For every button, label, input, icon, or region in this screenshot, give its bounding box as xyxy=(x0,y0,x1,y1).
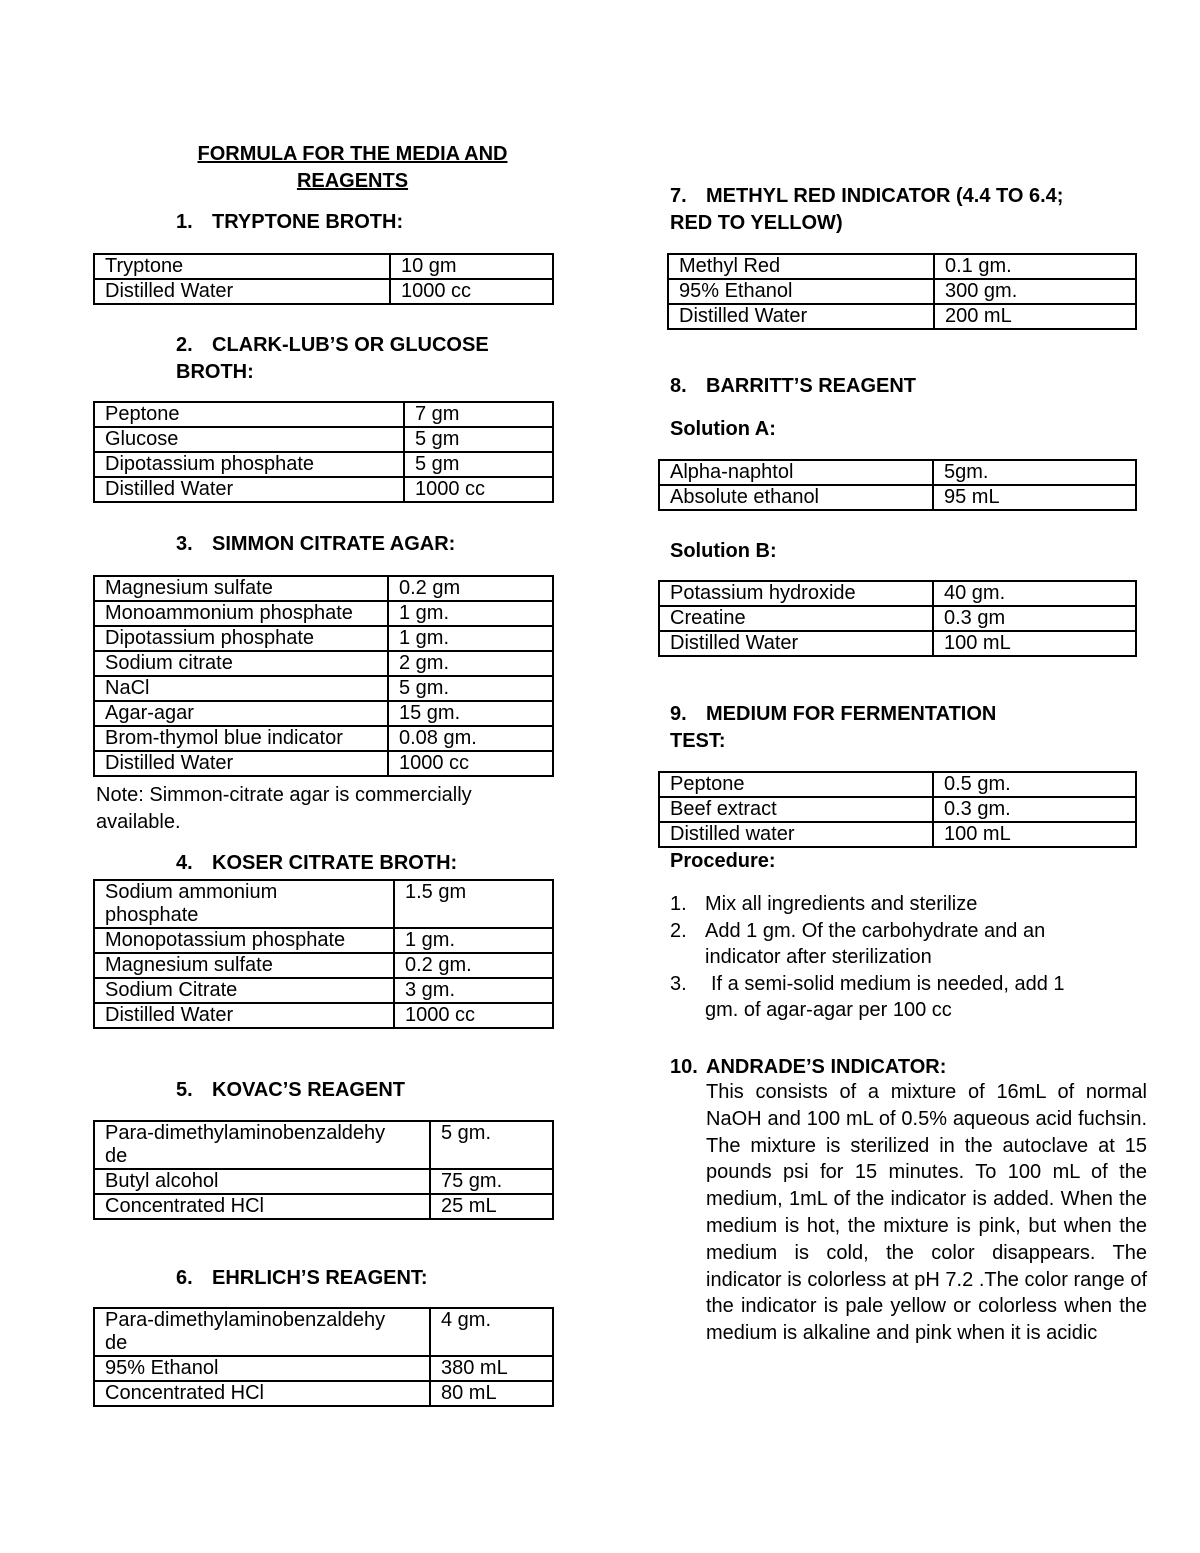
ingredient-cell: Potassium hydroxide xyxy=(659,581,933,606)
amount-cell: 300 gm. xyxy=(934,279,1136,304)
solution-a-table xyxy=(658,459,1137,511)
table-row xyxy=(94,477,553,502)
tryptone-broth-table xyxy=(93,253,554,305)
list-item xyxy=(670,971,1070,1024)
ingredient-cell: Distilled Water xyxy=(94,751,388,776)
table-row xyxy=(94,1308,553,1356)
amount-cell: 3 gm. xyxy=(394,978,553,1003)
ingredient-cell: Absolute ethanol xyxy=(659,485,933,510)
ingredient-cell: Distilled Water xyxy=(668,304,934,329)
section-title: EHRLICH’S REAGENT: xyxy=(212,1267,428,1289)
amount-cell: 5 gm xyxy=(404,452,553,477)
table-row xyxy=(659,581,1136,606)
amount-cell: 1 gm. xyxy=(388,601,553,626)
table-row xyxy=(659,631,1136,656)
list-item xyxy=(670,918,1070,971)
table-row xyxy=(94,427,553,452)
table-row xyxy=(94,928,553,953)
amount-cell: 7 gm xyxy=(404,402,553,427)
ingredient-cell: Concentrated HCl xyxy=(94,1194,430,1219)
list-text: Mix all ingredients and sterilize xyxy=(705,893,978,915)
amount-cell: 75 gm. xyxy=(430,1169,553,1194)
table-row xyxy=(94,651,553,676)
ingredient-cell: Dipotassium phosphate xyxy=(94,626,388,651)
table-row xyxy=(94,1381,553,1406)
ingredient-cell: Dipotassium phosphate xyxy=(94,452,404,477)
amount-cell: 380 mL xyxy=(430,1356,553,1381)
ingredient-cell: Glucose xyxy=(94,427,404,452)
table-row xyxy=(94,601,553,626)
section-4-heading xyxy=(176,850,457,877)
table-row xyxy=(659,485,1136,510)
section-number: 10. xyxy=(670,1056,698,1078)
ingredient-cell: Tryptone xyxy=(94,254,390,279)
ingredient-cell: Distilled Water xyxy=(659,631,933,656)
table-row xyxy=(94,402,553,427)
koser-citrate-broth-table xyxy=(93,879,554,1029)
table-row xyxy=(94,626,553,651)
section-5-heading xyxy=(176,1077,405,1104)
amount-cell: 80 mL xyxy=(430,1381,553,1406)
ingredient-cell: Distilled Water xyxy=(94,1003,394,1028)
document-title: FORMULA FOR THE MEDIA AND REAGENTS xyxy=(197,143,508,192)
amount-cell: 0.3 gm xyxy=(933,606,1136,631)
list-number: 1. xyxy=(670,893,687,915)
amount-cell: 5 gm xyxy=(404,427,553,452)
section-number: 5. xyxy=(176,1079,193,1101)
table-row xyxy=(668,304,1136,329)
procedure-label: Procedure: xyxy=(670,850,776,872)
ingredient-cell: 95% Ethanol xyxy=(668,279,934,304)
ingredient-cell: Monopotassium phosphate xyxy=(94,928,394,953)
amount-cell: 5gm. xyxy=(933,460,1136,485)
list-item xyxy=(670,891,1070,918)
table-row xyxy=(94,254,553,279)
ingredient-cell xyxy=(94,1121,430,1169)
ingredient-cell: Distilled water xyxy=(659,822,933,847)
ingredient-cell: Methyl Red xyxy=(668,254,934,279)
amount-cell: 1000 cc xyxy=(404,477,553,502)
table-row xyxy=(94,279,553,304)
table-row xyxy=(94,1121,553,1169)
amount-cell: 25 mL xyxy=(430,1194,553,1219)
amount-cell: 10 gm xyxy=(390,254,553,279)
simmon-citrate-agar-table xyxy=(93,575,554,777)
section-number: 1. xyxy=(176,211,193,233)
ehrlichs-reagent-table xyxy=(93,1307,554,1407)
ingredient-cell: Beef extract xyxy=(659,797,933,822)
ingredient-cell: Monoammonium phosphate xyxy=(94,601,388,626)
amount-cell: 1000 cc xyxy=(388,751,553,776)
table-row xyxy=(94,953,553,978)
amount-cell: 0.3 gm. xyxy=(933,797,1136,822)
ingredient-cell: Concentrated HCl xyxy=(94,1381,430,1406)
amount-cell: 0.1 gm. xyxy=(934,254,1136,279)
ingredient-cell: Agar-agar xyxy=(94,701,388,726)
section-number: 7. xyxy=(670,185,687,207)
ingredient-cell: 95% Ethanol xyxy=(94,1356,430,1381)
list-number: 3. xyxy=(670,972,687,995)
amount-cell: 1000 cc xyxy=(390,279,553,304)
section-title: ANDRADE’S INDICATOR: xyxy=(706,1056,947,1078)
ingredient-cell: Sodium Citrate xyxy=(94,978,394,1003)
section-title: METHYL RED INDICATOR (4.4 TO 6.4; RED TO YELLOW) xyxy=(670,185,1064,234)
amount-cell: 1 gm. xyxy=(394,928,553,953)
amount-cell: 0.5 gm. xyxy=(933,772,1136,797)
section-number: 8. xyxy=(670,375,687,397)
table-row xyxy=(94,1194,553,1219)
section-number: 3. xyxy=(176,533,193,555)
table-row xyxy=(94,726,553,751)
table-row xyxy=(94,701,553,726)
table-row xyxy=(659,822,1136,847)
section-title: KOVAC’S REAGENT xyxy=(212,1079,405,1101)
section-title: CLARK-LUB’S OR GLUCOSE BROTH: xyxy=(176,334,489,383)
amount-cell: 0.2 gm xyxy=(388,576,553,601)
section-number: 4. xyxy=(176,852,193,874)
amount-cell: 40 gm. xyxy=(933,581,1136,606)
amount-cell: 100 mL xyxy=(933,631,1136,656)
amount-cell: 4 gm. xyxy=(430,1308,553,1356)
amount-cell: 15 gm. xyxy=(388,701,553,726)
ingredient-cell xyxy=(94,1308,430,1356)
section-number: 9. xyxy=(670,703,687,725)
ingredient-cell: Distilled Water xyxy=(94,477,404,502)
ingredient-cell: Distilled Water xyxy=(94,279,390,304)
table-row xyxy=(668,254,1136,279)
table-row xyxy=(94,1169,553,1194)
table-row xyxy=(94,880,553,928)
section-title: SIMMON CITRATE AGAR: xyxy=(212,533,456,555)
list-text: If a semi-solid medium is needed, add 1 gm. of agar-agar per 100 cc xyxy=(705,972,1065,1021)
table-row xyxy=(94,1003,553,1028)
list-number: 2. xyxy=(670,919,687,942)
amount-cell: 1000 cc xyxy=(394,1003,553,1028)
procedure-list xyxy=(670,891,1070,1024)
amount-cell: 0.08 gm. xyxy=(388,726,553,751)
fermentation-medium-table xyxy=(658,771,1137,848)
section-1-heading xyxy=(176,209,403,236)
table-row xyxy=(94,1356,553,1381)
ingredient-cell: Creatine xyxy=(659,606,933,631)
section-title: TRYPTONE BROTH: xyxy=(212,211,404,233)
table-row xyxy=(659,797,1136,822)
table-row xyxy=(94,576,553,601)
table-row xyxy=(94,452,553,477)
ingredient-cell: Brom-thymol blue indicator xyxy=(94,726,388,751)
amount-cell: 100 mL xyxy=(933,822,1136,847)
section-title: MEDIUM FOR FERMENTATION TEST: xyxy=(670,703,997,752)
amount-cell: 5 gm. xyxy=(430,1121,553,1169)
ingredient-cell: Alpha-naphtol xyxy=(659,460,933,485)
simmon-citrate-note: Note: Simmon-citrate agar is commercially available. xyxy=(96,784,472,833)
amount-cell: 0.2 gm. xyxy=(394,953,553,978)
kovacs-reagent-table xyxy=(93,1120,554,1220)
table-row xyxy=(94,978,553,1003)
amount-cell: 5 gm. xyxy=(388,676,553,701)
ingredient-text: Para-dimethylaminobenzaldehyde xyxy=(105,1122,386,1167)
section-7-heading xyxy=(670,183,1070,237)
table-row xyxy=(659,606,1136,631)
amount-cell: 200 mL xyxy=(934,304,1136,329)
table-row xyxy=(659,772,1136,797)
ingredient-cell: Peptone xyxy=(659,772,933,797)
ingredient-cell: Butyl alcohol xyxy=(94,1169,430,1194)
section-9-heading xyxy=(670,701,1050,755)
table-row xyxy=(659,460,1136,485)
section-2-heading xyxy=(176,332,536,386)
list-text: Add 1 gm. Of the carbohydrate and an indicator after sterilization xyxy=(705,919,1046,968)
section-6-heading xyxy=(176,1265,428,1292)
solution-b-label: Solution B: xyxy=(670,540,777,562)
table-row xyxy=(668,279,1136,304)
section-8-heading xyxy=(670,373,916,400)
section-number: 2. xyxy=(176,334,193,356)
section-number: 6. xyxy=(176,1267,193,1289)
ingredient-cell: Peptone xyxy=(94,402,404,427)
table-row xyxy=(94,751,553,776)
solution-a-label: Solution A: xyxy=(670,418,776,440)
ingredient-text: Sodium ammonium phosphate xyxy=(105,881,278,926)
ingredient-cell: Sodium citrate xyxy=(94,651,388,676)
amount-cell: 2 gm. xyxy=(388,651,553,676)
methyl-red-table xyxy=(667,253,1137,330)
table-row xyxy=(94,676,553,701)
andrades-indicator-description: This consists of a mixture of 16mL of normal NaOH and 100 mL of 0.5% aqueous acid fuchsin. The mixture is sterilized in the autoclave at 15 pounds psi for 15 minutes. To 100 mL of the medium, 1mL of the indicator is added. When the medium is hot, the mixture is pink, but when the medium is cold, the color disappears. The indicator is colorless at pH 7.2 .The color range of the indicator is pale yellow or colorless when the medium is alkaline and pink when it is acidic xyxy=(706,1081,1147,1345)
ingredient-cell xyxy=(94,880,394,928)
solution-b-table xyxy=(658,580,1137,657)
ingredient-text: Para-dimethylaminobenzaldehyde xyxy=(105,1309,386,1354)
section-title: KOSER CITRATE BROTH: xyxy=(212,852,458,874)
ingredient-cell: NaCl xyxy=(94,676,388,701)
glucose-broth-table xyxy=(93,401,554,503)
section-3-heading xyxy=(176,531,455,558)
section-title: BARRITT’S REAGENT xyxy=(706,375,916,397)
section-10-heading xyxy=(670,1054,946,1081)
ingredient-cell: Magnesium sulfate xyxy=(94,576,388,601)
ingredient-cell: Magnesium sulfate xyxy=(94,953,394,978)
amount-cell: 1 gm. xyxy=(388,626,553,651)
amount-cell: 1.5 gm xyxy=(394,880,553,928)
amount-cell: 95 mL xyxy=(933,485,1136,510)
